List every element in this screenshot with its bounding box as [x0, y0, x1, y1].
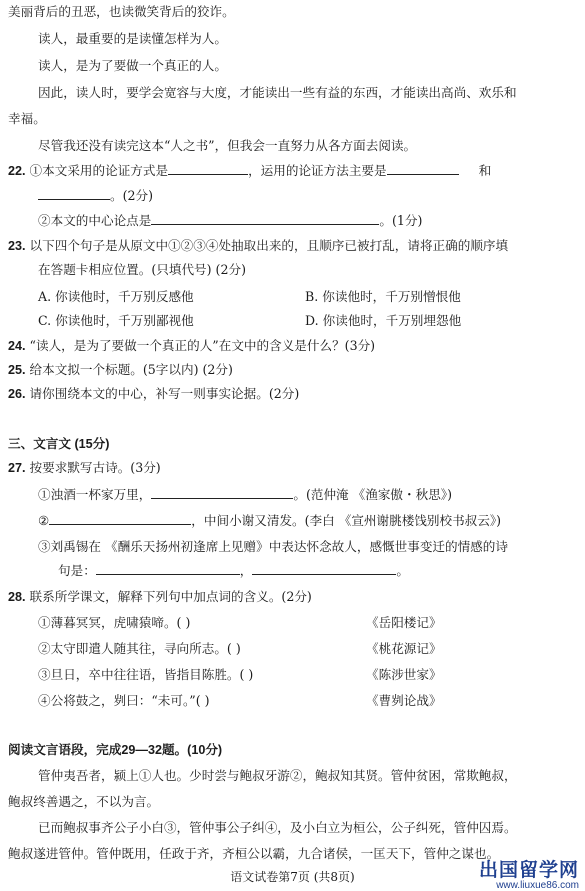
classical-text: 管仲夷吾者，颍上①人也。少时尝与鲍叔牙游②，鲍叔知其贤。管仲贫困，常欺鲍叔，: [38, 768, 517, 783]
classical-text: 鲍叔终善遇之，不以为言。: [8, 794, 160, 809]
watermark-url: www.liuxue86.com: [496, 880, 579, 891]
passage-line: 读人，是为了要做一个真正的人。: [38, 58, 227, 73]
passage-line: 因此，读人时，要学会宽容与大度，才能读出一些有益的东西，才能读出高尚、欢乐和: [38, 85, 517, 100]
question-28: 28. 联系所学课文，解释下列句中加点词的含义。(2分): [8, 589, 312, 604]
question-23-cont: 在答题卡相应位置。(只填代号) (2分): [38, 262, 246, 277]
option-b[interactable]: B. 你读他时，千万别憎恨他: [305, 289, 461, 304]
watermark-name: 出国留学网: [478, 860, 579, 881]
question-22-cont: 。(2分): [38, 187, 153, 205]
watermark: [479, 855, 579, 891]
source-title: 《陈涉世家》: [366, 667, 442, 682]
answer-blank[interactable]: [96, 562, 240, 575]
question-22-b: ②本文的中心论点是 。(1分): [38, 213, 423, 228]
question-24: 24. “读人，是为了要做一个真正的人”在文中的含义是什么？(3分): [8, 338, 376, 353]
passage-line: 美丽背后的丑恶，也读微笑背后的狡诈。: [8, 4, 235, 19]
question-27-c-cont: 句是： ， 。: [58, 563, 409, 578]
question-28-item: ①薄暮冥冥，虎啸猿啼。( ): [38, 615, 191, 630]
answer-blank[interactable]: [151, 212, 379, 225]
classical-text: 已而鲍叔事齐公子小白③，管仲事公子纠④，及小白立为桓公，公子纠死，管仲囚焉。: [38, 820, 517, 835]
section-heading: 三、文言文 (15分): [8, 437, 110, 451]
question-28-item: ②太守即遣人随其往，寻向所志。( ): [38, 641, 241, 656]
question-27-a: ①浊酒一杯家万里， 。(范仲淹 《渔家傲・秋思》): [38, 487, 452, 502]
classical-text: 鲍叔遂进管仲。管仲既用，任政于齐，齐桓公以霸，九合诸侯，一匡天下，管仲之谋也。: [8, 846, 500, 861]
question-28-item: ③旦日，卒中往往语，皆指目陈胜。( ): [38, 667, 254, 682]
passage-line: 幸福。: [8, 111, 46, 126]
answer-blank[interactable]: [38, 187, 110, 200]
passage-line: 尽管我还没有读完这本“人之书”，但我会一直努力从各方面去阅读。: [38, 138, 417, 153]
option-a[interactable]: A. 你读他时，千万别反感他: [38, 289, 194, 304]
answer-blank[interactable]: [387, 162, 459, 175]
question-25: 25. 给本文拟一个标题。(5字以内) (2分): [8, 362, 233, 377]
question-28-item: ④公将鼓之，刿曰：“未可。”( ): [38, 693, 210, 708]
source-title: 《桃花源记》: [366, 641, 442, 656]
answer-blank[interactable]: [252, 562, 396, 575]
answer-blank[interactable]: [151, 486, 293, 499]
question-22: 22. ①本文采用的论证方式是 ，运用的论证方法主要是 和: [8, 163, 492, 178]
question-27: 27. 按要求默写古诗。(3分): [8, 460, 161, 475]
source-title: 《曹刿论战》: [366, 693, 442, 708]
option-d[interactable]: D. 你读他时，千万别埋怨他: [305, 313, 462, 328]
question-27-c: ③刘禹锡在 《酬乐天扬州初逢席上见赠》中表达怀念故人，感慨世事变迁的情感的诗: [38, 539, 508, 554]
question-26: 26. 请你围绕本文的中心，补写一则事实论据。(2分): [8, 386, 300, 401]
question-23: 23. 以下四个句子是从原文中①②③④处抽取出来的，且顺序已被打乱，请将正确的顺序填: [8, 238, 509, 253]
answer-blank[interactable]: [168, 162, 248, 175]
passage-line: 读人，最重要的是读懂怎样为人。: [38, 31, 227, 46]
source-title: 《岳阳楼记》: [366, 615, 442, 630]
page-footer: 语文试卷第7页 (共8页): [230, 870, 355, 884]
question-27-b: ② ，中间小谢又清发。(李白 《宣州谢朓楼饯别校书叔云》): [38, 513, 502, 528]
option-c[interactable]: C. 你读他时，千万别鄙视他: [38, 313, 194, 328]
answer-blank[interactable]: [49, 512, 191, 525]
reading-heading: 阅读文言语段，完成29—32题。(10分): [8, 743, 223, 757]
